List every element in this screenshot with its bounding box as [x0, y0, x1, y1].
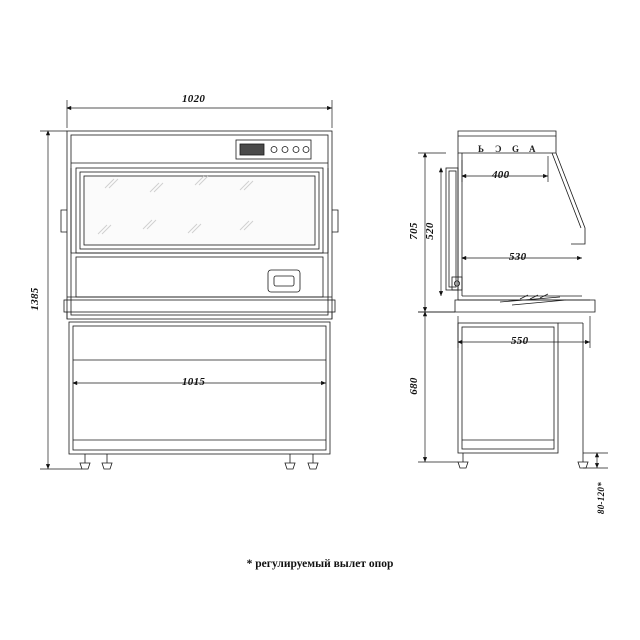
dim-front-stand-width: 1015: [182, 376, 206, 388]
dim-side-top-depth: 400: [492, 169, 510, 181]
dim-side-work-depth: 530: [509, 251, 527, 263]
side-control-letter-3: G: [512, 144, 520, 154]
dim-front-total-height: 1385: [29, 287, 41, 311]
dim-front-width-top: 1020: [182, 93, 206, 105]
front-view-group: [61, 131, 338, 469]
dim-side-base-height: 680: [408, 377, 420, 395]
dim-side-base-depth: 550: [511, 335, 529, 347]
side-view-dimensions: [418, 153, 608, 468]
side-view-group: [446, 131, 595, 468]
drawing-footnote: * регулируемый вылет опор: [246, 558, 394, 570]
dim-side-inner-height: 520: [424, 222, 436, 240]
side-control-letter-2: Ɔ: [495, 144, 502, 154]
side-control-letter-1: Ь: [478, 144, 484, 154]
side-control-letter-4: A: [529, 144, 536, 154]
dim-side-chamber-height: 705: [408, 222, 420, 240]
dim-side-foot-adjust: 80-120*: [596, 481, 606, 515]
